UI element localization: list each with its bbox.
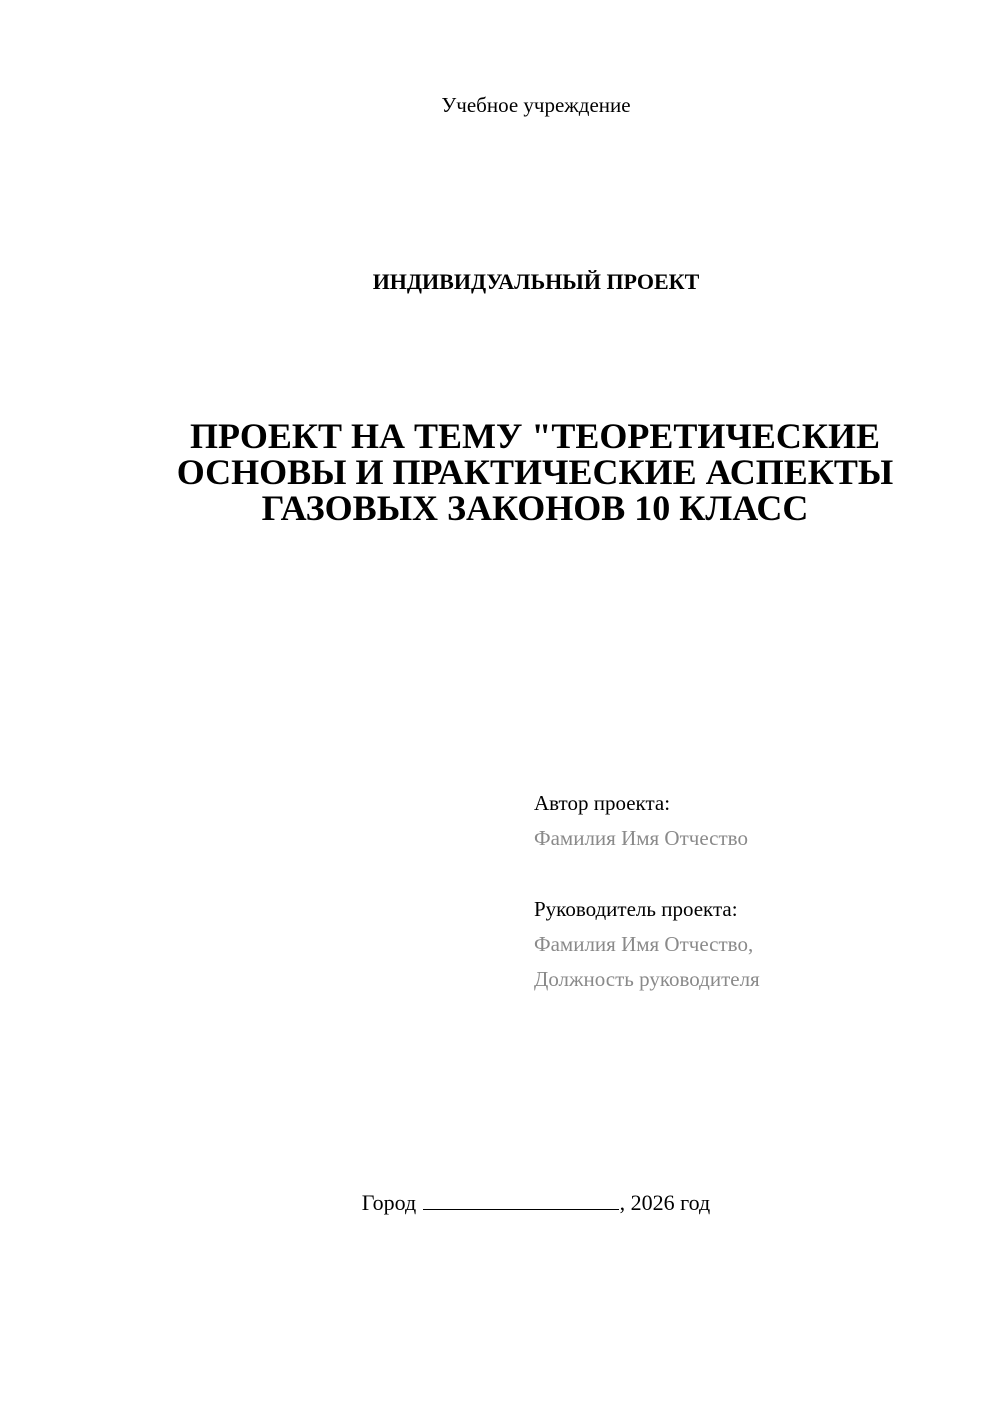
city-year-line [0, 1188, 1000, 1218]
project-title-line-2: ОСНОВЫ И ПРАКТИЧЕСКИЕ АСПЕКТЫ [176, 452, 894, 492]
project-title-line-3: ГАЗОВЫХ ЗАКОНОВ 10 КЛАСС [261, 488, 809, 528]
author-label: Автор проекта: [534, 791, 671, 815]
document-type-heading: ИНДИВИДУАЛЬНЫЙ ПРОЕКТ [372, 269, 700, 294]
city-blank-line [423, 1191, 619, 1210]
city-label: Город [361, 1190, 417, 1215]
project-title [130, 418, 940, 526]
institution-name: Учебное учреждение [441, 93, 631, 117]
supervisor-label: Руководитель проекта: [534, 897, 738, 921]
supervisor-position: Должность руководителя [534, 967, 760, 991]
supervisor-name: Фамилия Имя Отчество, [534, 932, 754, 956]
year-text: , 2026 год [619, 1190, 711, 1215]
project-title-line-1: ПРОЕКТ НА ТЕМУ "ТЕОРЕТИЧЕСКИЕ [190, 416, 880, 456]
credits-spacer [534, 856, 974, 892]
author-name: Фамилия Имя Отчество [534, 826, 748, 850]
credits-block [534, 786, 974, 997]
